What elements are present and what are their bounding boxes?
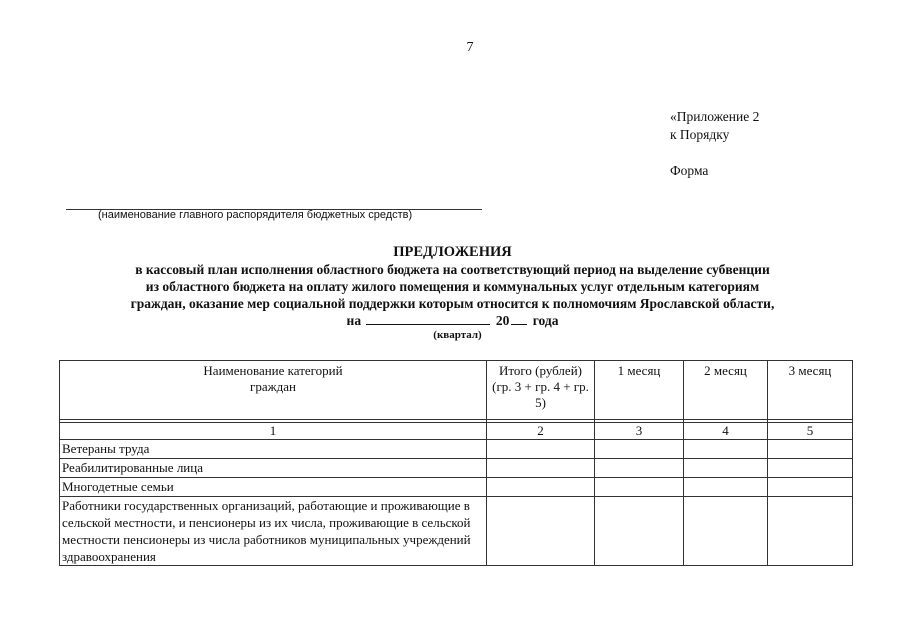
- appendix-line: «Приложение 2: [670, 109, 760, 124]
- column-number: 5: [768, 423, 853, 440]
- month-2-cell: [684, 497, 768, 566]
- document-title: [40, 244, 865, 342]
- period-year-prefix: 20: [495, 313, 510, 328]
- proposals-table: [59, 360, 853, 566]
- title-line-1: в кассовый план исполнения областного бюджета на соответствующий период на выделение субвенции: [135, 262, 770, 277]
- table-row: [60, 440, 853, 459]
- appendix-header: [670, 108, 759, 180]
- month-2-cell: [684, 478, 768, 497]
- appendix-order-line: к Порядку: [670, 127, 730, 142]
- column-number: 3: [595, 423, 684, 440]
- table-row: [60, 478, 853, 497]
- column-numbers-row: [60, 423, 853, 440]
- month-1-cell: [595, 478, 684, 497]
- header-category: [60, 361, 487, 420]
- title-main: ПРЕДЛОЖЕНИЯ: [393, 244, 512, 260]
- month-3-cell: [768, 478, 853, 497]
- title-line-3: граждан, оказание мер социальной поддержки которым относится к полномочиям Ярославской области,: [130, 296, 775, 311]
- month-1-cell: [595, 497, 684, 566]
- header-total-text: Итого (рублей) (гр. 3 + гр. 4 + гр. 5): [492, 363, 589, 410]
- month-3-cell: [768, 440, 853, 459]
- year-blank: [511, 312, 527, 325]
- period-line: [40, 312, 865, 329]
- category-name: Реабилитированные лица: [60, 459, 487, 478]
- header-month-1: 1 месяц: [595, 361, 684, 420]
- month-2-cell: [684, 459, 768, 478]
- period-prefix: на: [346, 313, 362, 328]
- header-month-2: 2 месяц: [684, 361, 768, 420]
- table-row: [60, 497, 853, 566]
- table-row: [60, 459, 853, 478]
- title-line-2: из областного бюджета на оплату жилого помещения и коммунальных услуг отдельным категориям: [145, 279, 760, 294]
- column-number: 2: [487, 423, 595, 440]
- total-cell: [487, 478, 595, 497]
- table-header-row: [60, 361, 853, 420]
- total-cell: [487, 440, 595, 459]
- authority-caption: (наименование главного распорядителя бюджетных средств): [98, 209, 413, 221]
- header-total: [487, 361, 595, 420]
- total-cell: [487, 459, 595, 478]
- month-1-cell: [595, 440, 684, 459]
- month-2-cell: [684, 440, 768, 459]
- quarter-blank: [366, 312, 490, 325]
- month-3-cell: [768, 459, 853, 478]
- period-suffix: года: [532, 313, 559, 328]
- category-name: Работники государственных организаций, работающие и проживающие в сельской местности, и пенсионеры из их числа, проживающие в сельской местности пенсионеры из числа работников муниципальных учреждений здравоохранения: [60, 497, 487, 566]
- column-number: 1: [60, 423, 487, 440]
- page-number: 7: [466, 40, 474, 55]
- header-category-text: Наименование категорий граждан: [203, 363, 343, 394]
- month-3-cell: [768, 497, 853, 566]
- category-name: Ветераны труда: [60, 440, 487, 459]
- header-month-3: 3 месяц: [768, 361, 853, 420]
- quarter-caption: (квартал): [433, 329, 482, 341]
- form-label: Форма: [670, 163, 709, 178]
- category-name: Многодетные семьи: [60, 478, 487, 497]
- total-cell: [487, 497, 595, 566]
- month-1-cell: [595, 459, 684, 478]
- column-number: 4: [684, 423, 768, 440]
